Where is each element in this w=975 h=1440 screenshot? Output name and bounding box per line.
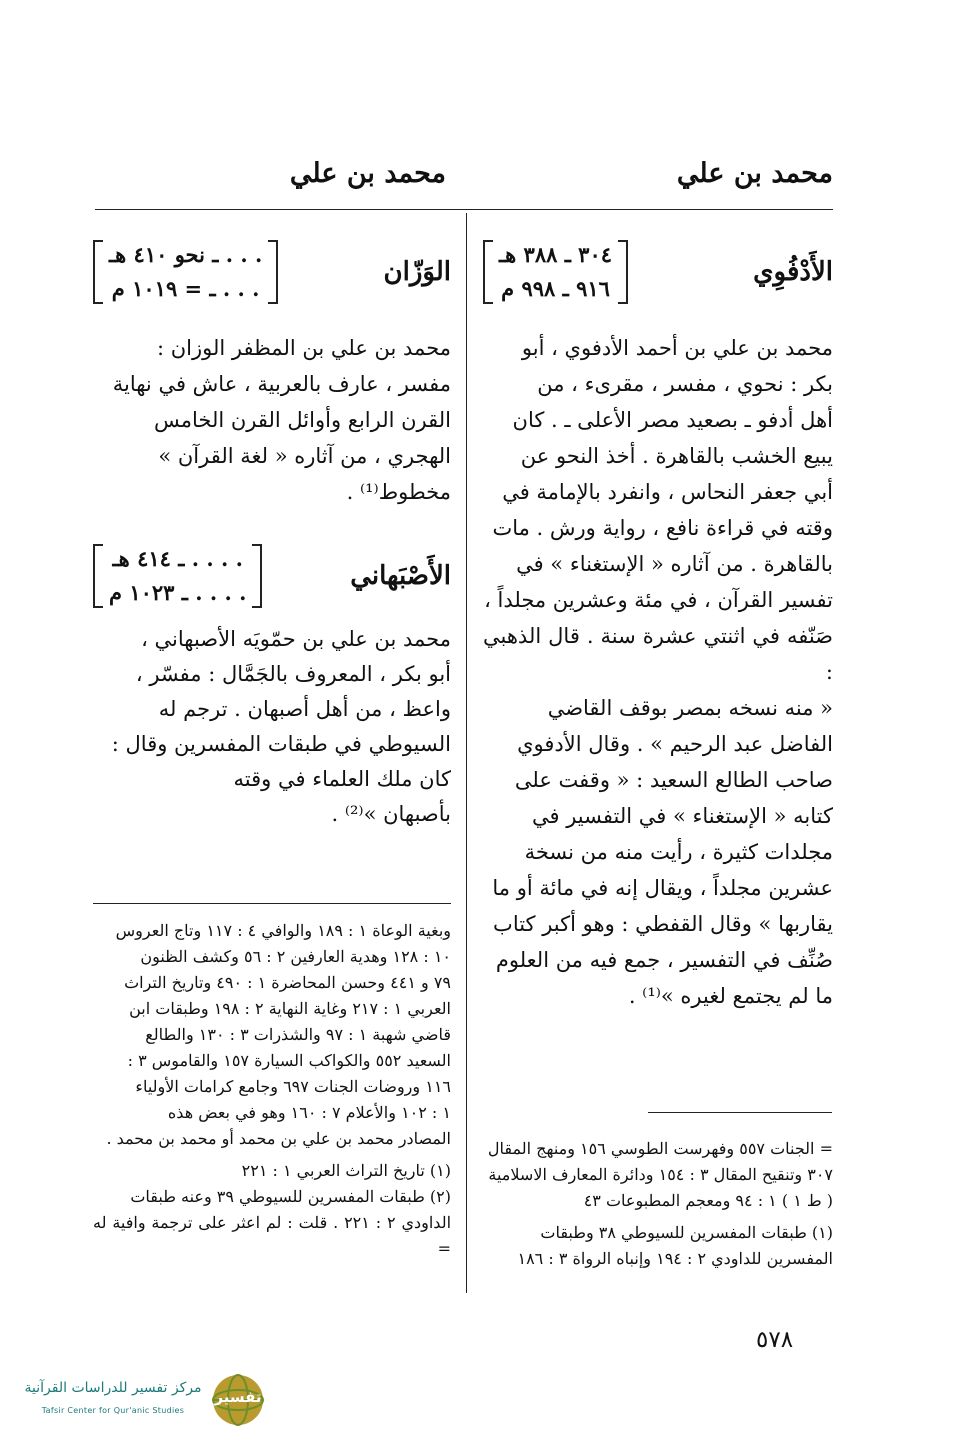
text-line: « منه نسخه بمصر بوقف القاضي	[547, 696, 833, 720]
footnote-line: ٧٩ و ٤٤١ وحسن المحاضرة ١ : ٤٩٠ وتاريخ التراث	[124, 973, 451, 992]
text-line: يبيع الخشب بالقاهرة . أخذ النحو عن	[520, 444, 833, 468]
header-rule	[95, 209, 833, 210]
text-line: محمد بن علي بن حمّويَه الأصبهاني ،	[141, 627, 451, 651]
text-line: محمد بن علي بن المظفر الوزان :	[156, 336, 451, 360]
text-line: بأصبهان »⁽²⁾ .	[331, 802, 451, 826]
footnote-rule-right	[648, 1112, 832, 1113]
footnote-line: وبغية الوعاة ١ : ١٨٩ والوافي ٤ : ١١٧ وتاج العروس	[115, 921, 451, 940]
entry-name-wazzan: الوَزّان	[383, 257, 451, 287]
running-head-right: محمد بن علي	[676, 158, 833, 189]
entry-text-wazzan	[93, 330, 451, 510]
dates-hijri: . . . . ـ ٤١٤ هـ	[112, 546, 243, 571]
entry-header-isbahani	[93, 532, 451, 620]
footnote-line: (١) تاريخ التراث العربي ١ : ٢٢١	[241, 1161, 451, 1180]
entry-dates-adfuwi	[483, 238, 628, 306]
entry-dates-isbahani	[93, 542, 262, 610]
text-line: عشرين مجلداً ، ويقال إنه في مائة أو ما	[492, 876, 833, 900]
footnote-line: = الجنات ٥٥٧ وفهرست الطوسي ١٥٦ ومنهج المقال	[487, 1139, 833, 1158]
page-number: ٥٧٨	[756, 1327, 794, 1353]
text-line: بكر : نحوي ، مفسر ، مقرىء ، من	[537, 372, 833, 396]
dates-ce: ٩١٦ ـ ٩٩٨ م	[501, 276, 610, 301]
entry-name-adfuwi: الأَدْفُوِي	[753, 257, 833, 287]
entry-text-isbahani	[93, 622, 451, 832]
text-line: مجلدات كثيرة ، رأيت منه من نسخة	[524, 840, 833, 864]
text-line: أهل أدفو ـ بصعيد مصر الأعلى ـ . كان	[512, 408, 833, 432]
footnote-line: (١) طبقات المفسرين للسيوطي ٣٨ وطبقات	[540, 1223, 833, 1242]
footnote-line: المفسرين للداودي ٢ : ١٩٤ وإنباه الرواة ٣ : ١٨٦	[517, 1249, 833, 1268]
text-line: الهجري ، من آثاره « لغة القرآن »	[158, 444, 451, 468]
text-line: السيوطي في طبقات المفسرين وقال :	[111, 732, 451, 756]
text-line: صَنّفه في اثنتي عشرة سنة . قال الذهبي :	[483, 624, 833, 684]
footnotes-right	[483, 1136, 833, 1272]
footnote-rule-left	[93, 903, 451, 904]
column-divider	[466, 213, 467, 1293]
text-line: مخطوط⁽¹⁾ .	[346, 480, 451, 504]
footnotes-left	[93, 918, 451, 1262]
dates-ce: . . . . ـ ١٠٢٣ م	[109, 580, 247, 605]
text-line: محمد بن علي بن أحمد الأدفوي ، أبو	[521, 336, 833, 360]
footnote-line: ١١٦ وروضات الجنات ٦٩٧ وجامع كرامات الأولياء	[135, 1077, 451, 1096]
footnote-line: ( ط ١ ) ١ : ٩٤ ومعجم المطبوعات ٤٣	[583, 1191, 833, 1210]
footnote-line: ١٠ : ١٢٨ وهدية العارفين ٢ : ٥٦ وكشف الظنون	[140, 947, 451, 966]
logo-english-text: Tafsir Center for Qur'anic Studies	[41, 1406, 185, 1415]
text-line: أبي جعفر النحاس ، وانفرد بالإمامة في	[502, 480, 833, 504]
left-column	[93, 228, 451, 832]
text-line: بالقاهرة . من آثاره « الإستغناء » في	[516, 552, 833, 576]
footnote-line: العربي ١ : ٢١٧ وغاية النهاية ٢ : ١٩٨ وطبقات ابن	[129, 999, 451, 1018]
running-head-left: محمد بن علي	[289, 158, 446, 189]
dates-hijri: ٣٠٤ ـ ٣٨٨ هـ	[499, 242, 613, 267]
text-line: تفسير القرآن ، في مئة وعشرين مجلداً ،	[484, 588, 833, 612]
text-line: أبو بكر ، المعروف بالجَمَّال : مفسّر ،	[135, 662, 451, 686]
text-line: الفاضل عبد الرحيم » . وقال الأدفوي	[517, 732, 833, 756]
footnote-line: ١ : ١٠٢ والأعلام ٧ : ١٦٠ وهو في بعض هذه	[167, 1103, 451, 1122]
text-line: صُنِّف في التفسير ، جمع فيه من العلوم	[495, 948, 833, 972]
entry-name-isbahani: الأَصْبَهاني	[350, 561, 451, 591]
entry-header-wazzan	[93, 228, 451, 316]
footnote-line: السعيد ٥٥٢ والكواكب السيارة ١٥٧ والقاموس ٣ :	[127, 1051, 451, 1070]
text-line: مفسر ، عارف بالعربية ، عاش في نهاية	[112, 372, 451, 396]
footnote-line: قاضي شهبة ١ : ٩٧ والشذرات ٣ : ١٣٠ والطالع	[145, 1025, 451, 1044]
footnote-line: ٣٠٧ وتنقيح المقال ٣ : ١٥٤ ودائرة المعارف الاسلامية	[488, 1165, 833, 1184]
right-column	[483, 228, 833, 1014]
footnote-line: (٢) طبقات المفسرين للسيوطي ٣٩ وعنه طبقات	[130, 1187, 451, 1206]
text-line: القرن الرابع وأوائل القرن الخامس	[153, 408, 451, 432]
footnote-line: المصادر محمد بن علي بن محمد أو محمد بن محمد .	[106, 1129, 451, 1148]
entry-dates-wazzan	[93, 238, 278, 306]
text-line: ما لم يجتمع لغيره »⁽¹⁾ .	[628, 984, 833, 1008]
dates-hijri: . . . ـ نحو ٤١٠ هـ	[109, 242, 263, 267]
logo-emblem-word: تفسير	[214, 1388, 262, 1406]
text-line: واعظ ، من أهل أصبهان . ترجم له	[158, 697, 451, 721]
text-line: كتابه « الإستغناء » في التفسير في	[531, 804, 833, 828]
entry-text-adfuwi	[483, 330, 833, 1014]
logo-arabic-text: مركز تفسير للدراسات القرآنية	[24, 1380, 202, 1396]
text-line: وقته في قراءة نافع ، رواية ورش . مات	[492, 516, 833, 540]
footnote-line: الداودي ٢ : ٢٢١ . قلت : لم اعثر على ترجمة وافية له =	[93, 1213, 452, 1258]
tafsir-center-logo	[18, 1372, 266, 1428]
text-line: يقاربها » وقال القفطي : وهو أكبر كتاب	[493, 912, 833, 936]
text-line: كان ملك العلماء في وقته	[233, 767, 451, 791]
dates-ce: . . . ـ = ١٠١٩ م	[111, 276, 260, 301]
text-line: صاحب الطالع السعيد : « وقفت على	[514, 768, 833, 792]
entry-header-adfuwi	[483, 228, 833, 316]
